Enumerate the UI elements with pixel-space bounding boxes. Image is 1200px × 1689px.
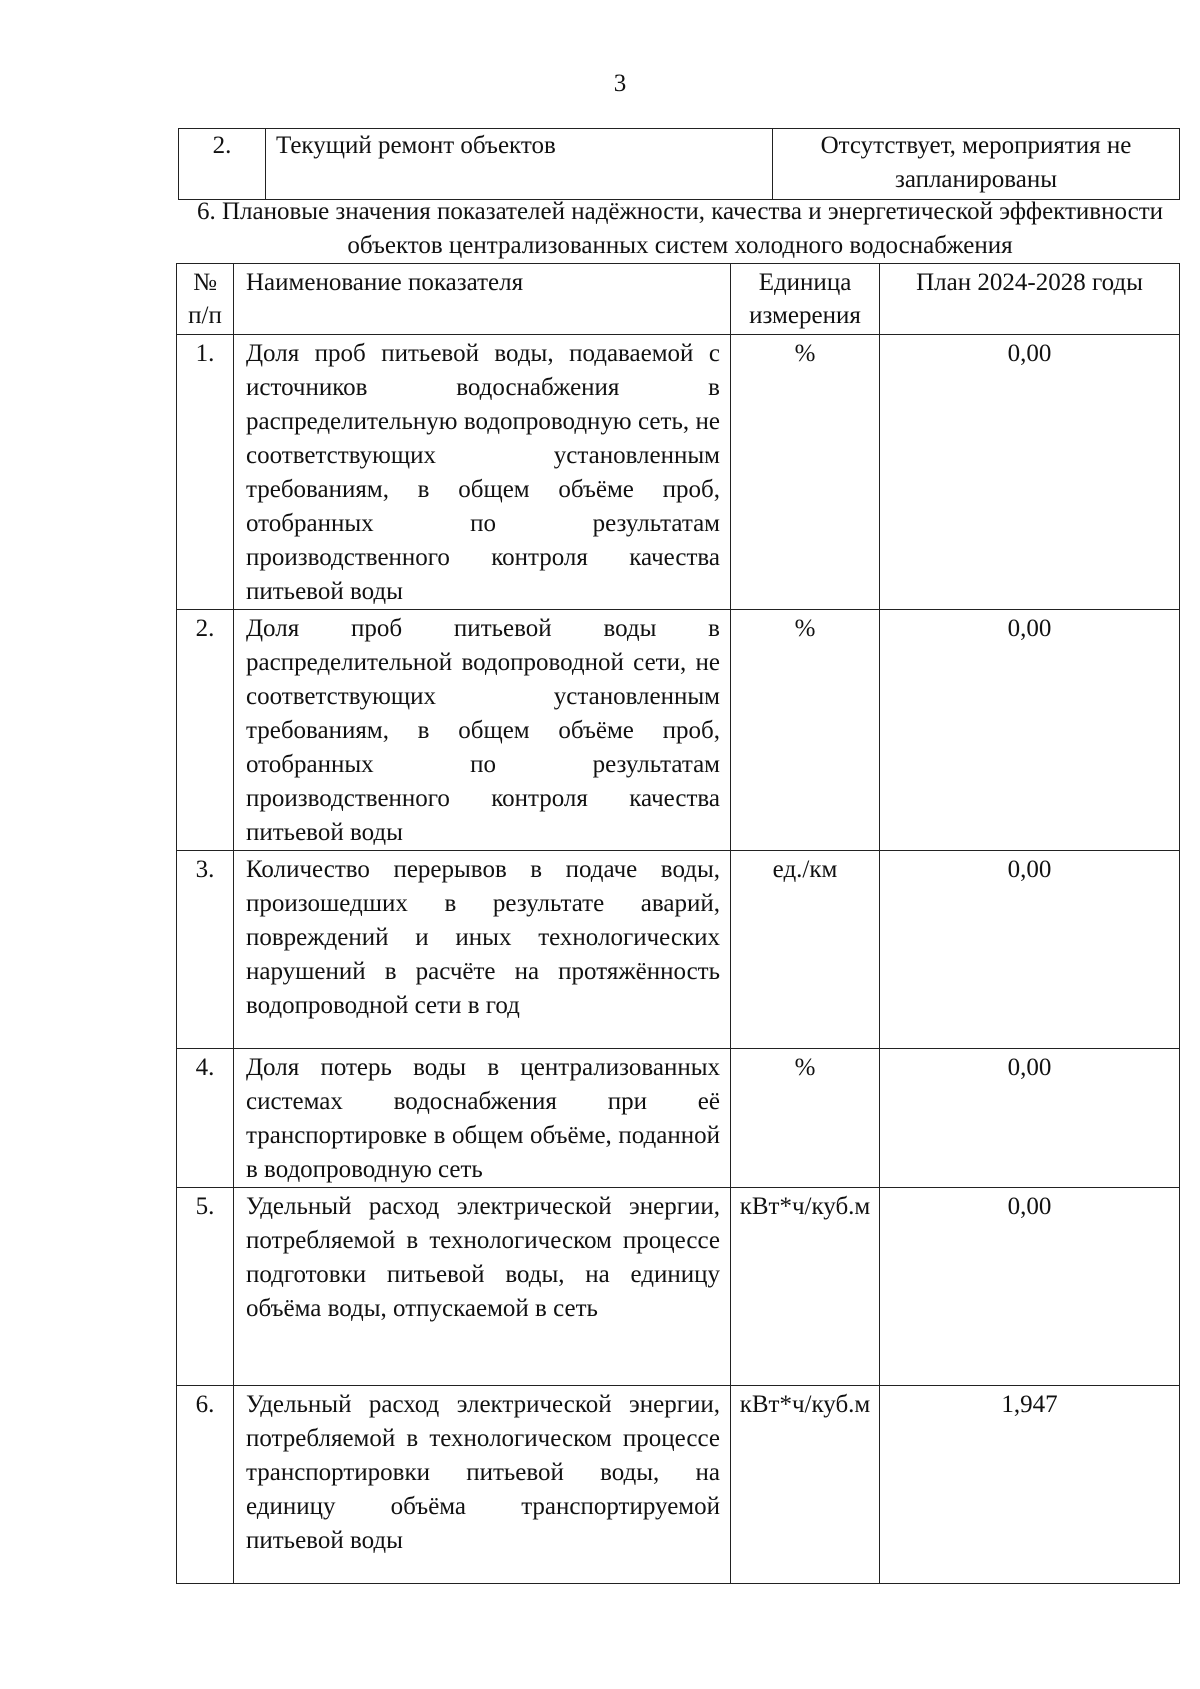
indicators-table bbox=[176, 263, 1180, 1584]
row-name: Текущий ремонт объектов bbox=[266, 129, 773, 200]
header-name: Наименование показателя bbox=[234, 264, 731, 335]
row-name: Доля потерь воды в централизованных системах водоснабжения при её транспортировке в общем объёме, поданной в водопроводную сеть bbox=[234, 1049, 731, 1188]
table-row bbox=[177, 610, 1180, 851]
page-number: 3 bbox=[613, 70, 627, 97]
header-plan: План 2024-2028 годы bbox=[880, 264, 1180, 335]
row-plan: 0,00 bbox=[880, 335, 1180, 610]
row-name: Количество перерывов в подаче воды, произошедших в результате аварий, повреждений и иных технологических нарушений в расчёте на протяжённость водопроводной сети в год bbox=[234, 851, 731, 1049]
table-row bbox=[177, 335, 1180, 610]
row-number: 5. bbox=[177, 1188, 234, 1386]
row-plan: 0,00 bbox=[880, 1049, 1180, 1188]
row-name: Удельный расход электрической энергии, потребляемой в технологическом процессе транспортировки питьевой воды, на единицу объёма транспортируемой питьевой воды bbox=[234, 1386, 731, 1584]
row-name: Удельный расход электрической энергии, потребляемой в технологическом процессе подготовки питьевой воды, на единицу объёма воды, отпускаемой в сеть bbox=[234, 1188, 731, 1386]
row-unit: % bbox=[731, 1049, 880, 1188]
row-unit: % bbox=[731, 335, 880, 610]
table-row bbox=[177, 1386, 1180, 1584]
row-number: 6. bbox=[177, 1386, 234, 1584]
header-unit: Единица измерения bbox=[731, 264, 880, 335]
section-title: 6. Плановые значения показателей надёжности, качества и энергетической эффективности объектов централизованных систем холодного водоснабжения bbox=[196, 198, 1164, 259]
row-number: 3. bbox=[177, 851, 234, 1049]
prior-table bbox=[178, 128, 1180, 200]
row-status: Отсутствует, мероприятия не запланированы bbox=[773, 129, 1180, 200]
row-number: 2. bbox=[177, 610, 234, 851]
row-plan: 1,947 bbox=[880, 1386, 1180, 1584]
row-number: 4. bbox=[177, 1049, 234, 1188]
row-plan: 0,00 bbox=[880, 851, 1180, 1049]
row-name: Доля проб питьевой воды в распределительной водопроводной сети, не соответствующих установленным требованиям, в общем объёме проб, отобранных по результатам производственного контроля качества питьевой воды bbox=[234, 610, 731, 851]
row-unit: кВт*ч/куб.м bbox=[731, 1386, 880, 1584]
row-unit: ед./км bbox=[731, 851, 880, 1049]
header-num: № п/п bbox=[177, 264, 234, 335]
table-row bbox=[179, 129, 1180, 200]
row-number: 1. bbox=[177, 335, 234, 610]
table-row bbox=[177, 1049, 1180, 1188]
row-unit: кВт*ч/куб.м bbox=[731, 1188, 880, 1386]
row-plan: 0,00 bbox=[880, 1188, 1180, 1386]
row-plan: 0,00 bbox=[880, 610, 1180, 851]
row-number: 2. bbox=[179, 129, 266, 200]
table-header-row bbox=[177, 264, 1180, 335]
table-row bbox=[177, 851, 1180, 1049]
table-row bbox=[177, 1188, 1180, 1386]
row-unit: % bbox=[731, 610, 880, 851]
row-name: Доля проб питьевой воды, подаваемой с источников водоснабжения в распределительную водопроводную сеть, не соответствующих установленным требованиям, в общем объёме проб, отобранных по результатам производственного контроля качества питьевой воды bbox=[234, 335, 731, 610]
